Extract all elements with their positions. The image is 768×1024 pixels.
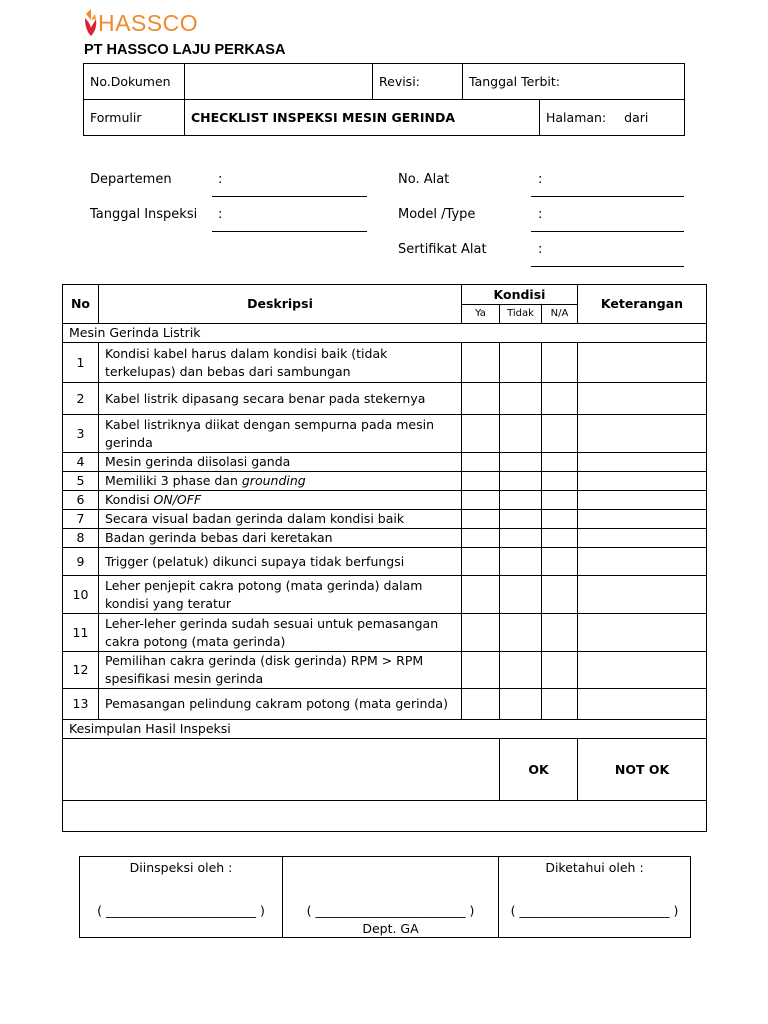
table-row [63,383,707,415]
table-row [63,652,707,689]
inspector-signature-line[interactable]: ( ________________________ ) [97,903,265,918]
ya-cell[interactable] [462,614,500,652]
no-alat-line[interactable] [531,196,684,197]
diinspeksi-label: Diinspeksi oleh : [129,860,233,875]
kesimpulan-heading: Kesimpulan Hasil Inspeksi [63,720,707,739]
row-number: 4 [63,453,99,472]
ya-cell[interactable] [462,576,500,614]
col-deskripsi-header: Deskripsi [99,285,462,324]
acknowledger-signature-line[interactable]: ( ________________________ ) [510,903,679,918]
table-row [63,510,707,529]
flame-logo-icon [84,8,98,38]
tidak-cell[interactable] [500,491,542,510]
tidak-cell[interactable] [500,529,542,548]
col-tidak-header: Tidak [500,305,542,324]
formulir-label: Formulir [84,100,185,136]
row-number: 8 [63,529,99,548]
tidak-cell[interactable] [500,614,542,652]
dept-signature-cell [283,857,499,938]
ya-cell[interactable] [462,510,500,529]
ya-cell[interactable] [462,548,500,576]
ya-cell[interactable] [462,491,500,510]
dept-signature-line[interactable]: ( ________________________ ) [306,903,475,918]
col-na-header: N/A [542,305,578,324]
sertifikat-alat-line[interactable] [531,266,684,267]
acknowledger-signature-cell [499,857,691,938]
row-description: Pemasangan pelindung cakram potong (mata gerinda) [99,689,462,720]
tidak-cell[interactable] [500,472,542,491]
tanggal-inspeksi-label: Tanggal Inspeksi [90,207,198,222]
departemen-line[interactable] [212,196,367,197]
row-description: Badan gerinda bebas dari keretakan [99,529,462,548]
keterangan-cell[interactable] [578,491,707,510]
tidak-cell[interactable] [500,415,542,453]
keterangan-cell[interactable] [578,614,707,652]
row-number: 7 [63,510,99,529]
na-cell[interactable] [542,614,578,652]
ya-cell[interactable] [462,415,500,453]
table-row [63,453,707,472]
row-number: 1 [63,343,99,383]
table-row [63,529,707,548]
revisi-label: Revisi: [373,64,463,100]
keterangan-cell[interactable] [578,343,707,383]
row-description-text: Memiliki 3 phase dan [105,473,242,488]
keterangan-cell[interactable] [578,472,707,491]
ya-cell[interactable] [462,689,500,720]
row-number: 9 [63,548,99,576]
na-cell[interactable] [542,453,578,472]
row-number: 3 [63,415,99,453]
tanggal-inspeksi-colon: : [218,207,223,222]
row-description: Secara visual badan gerinda dalam kondisi baik [99,510,462,529]
halaman-label: Halaman: [546,110,607,125]
diketahui-label: Diketahui oleh : [545,860,644,875]
col-ya-header: Ya [462,305,500,324]
tidak-cell[interactable] [500,343,542,383]
row-description-italic: ON/OFF [153,492,202,507]
row-description: Trigger (pelatuk) dikunci supaya tidak berfungsi [99,548,462,576]
row-description: Kondisi kabel harus dalam kondisi baik (tidak terkelupas) dan bebas dari sambungan [99,343,462,383]
table-row [63,548,707,576]
keterangan-cell[interactable] [578,415,707,453]
row-description-text: Kondisi [105,492,154,507]
document-header-table [83,63,685,136]
keterangan-cell[interactable] [578,548,707,576]
col-no-header: No [63,285,99,324]
departemen-label: Departemen [90,172,172,187]
form-title: CHECKLIST INSPEKSI MESIN GERINDA [185,100,540,136]
row-number: 13 [63,689,99,720]
company-name: PT HASSCO LAJU PERKASA [84,42,286,58]
no-dokumen-value [185,64,373,100]
keterangan-cell[interactable] [578,510,707,529]
no-alat-colon: : [538,172,543,187]
row-description [99,472,462,491]
row-description: Leher penjepit cakra potong (mata gerinda) dalam kondisi yang teratur [99,576,462,614]
row-description: Pemilihan cakra gerinda (disk gerinda) RPM > RPM spesifikasi mesin gerinda [99,652,462,689]
ya-cell[interactable] [462,343,500,383]
na-cell[interactable] [542,689,578,720]
na-cell[interactable] [542,472,578,491]
row-description-italic: grounding [241,473,306,488]
ya-cell[interactable] [462,652,500,689]
ya-cell[interactable] [462,529,500,548]
na-cell[interactable] [542,576,578,614]
kesimpulan-notes-cell[interactable] [63,739,500,801]
na-cell[interactable] [542,652,578,689]
sertifikat-alat-label: Sertifikat Alat [398,242,487,257]
row-description: Kabel listriknya diikat dengan sempurna pada mesin gerinda [99,415,462,453]
inspector-signature-cell [80,857,283,938]
table-row [63,576,707,614]
na-cell[interactable] [542,491,578,510]
signature-table [79,856,691,938]
na-cell[interactable] [542,383,578,415]
na-cell[interactable] [542,415,578,453]
na-cell[interactable] [542,548,578,576]
model-type-line[interactable] [531,231,684,232]
tanggal-terbit-label: Tanggal Terbit: [463,64,685,100]
dept-ga-label: Dept. GA [362,921,419,936]
keterangan-cell[interactable] [578,383,707,415]
not-ok-option[interactable]: NOT OK [578,739,707,801]
tanggal-inspeksi-line[interactable] [212,231,367,232]
row-number: 2 [63,383,99,415]
row-number: 11 [63,614,99,652]
row-description: Leher-leher gerinda sudah sesuai untuk pemasangan cakra potong (mata gerinda) [99,614,462,652]
row-number: 6 [63,491,99,510]
col-keterangan-header: Keterangan [578,285,707,324]
row-description: Mesin gerinda diisolasi ganda [99,453,462,472]
sertifikat-alat-colon: : [538,242,543,257]
checklist-table [62,284,707,832]
keterangan-cell[interactable] [578,576,707,614]
tidak-cell[interactable] [500,689,542,720]
tidak-cell[interactable] [500,510,542,529]
kesimpulan-extra-cell[interactable] [63,801,707,832]
col-kondisi-header: Kondisi [462,285,578,305]
no-dokumen-label: No.Dokumen [84,64,185,100]
tidak-cell[interactable] [500,453,542,472]
row-description: Kabel listrik dipasang secara benar pada stekernya [99,383,462,415]
ya-cell[interactable] [462,472,500,491]
tidak-cell[interactable] [500,548,542,576]
table-row [63,343,707,383]
na-cell[interactable] [542,510,578,529]
row-description [99,491,462,510]
row-number: 10 [63,576,99,614]
keterangan-cell[interactable] [578,689,707,720]
na-cell[interactable] [542,343,578,383]
table-row [63,614,707,652]
keterangan-cell[interactable] [578,453,707,472]
model-type-colon: : [538,207,543,222]
tidak-cell[interactable] [500,652,542,689]
logo-text: HASSCO [98,10,199,36]
ya-cell[interactable] [462,453,500,472]
departemen-colon: : [218,172,223,187]
table-row [63,689,707,720]
row-number: 5 [63,472,99,491]
ya-cell[interactable] [462,383,500,415]
company-logo [84,8,199,40]
ok-option[interactable]: OK [500,739,578,801]
dari-label: dari [624,110,649,125]
model-type-label: Model /Type [398,207,476,222]
keterangan-cell[interactable] [578,529,707,548]
tidak-cell[interactable] [500,383,542,415]
table-row [63,472,707,491]
section-mesin-gerinda-listrik: Mesin Gerinda Listrik [63,324,707,343]
no-alat-label: No. Alat [398,172,450,187]
na-cell[interactable] [542,529,578,548]
row-number: 12 [63,652,99,689]
halaman-cell [540,100,685,136]
tidak-cell[interactable] [500,576,542,614]
keterangan-cell[interactable] [578,652,707,689]
table-row [63,415,707,453]
table-row [63,491,707,510]
